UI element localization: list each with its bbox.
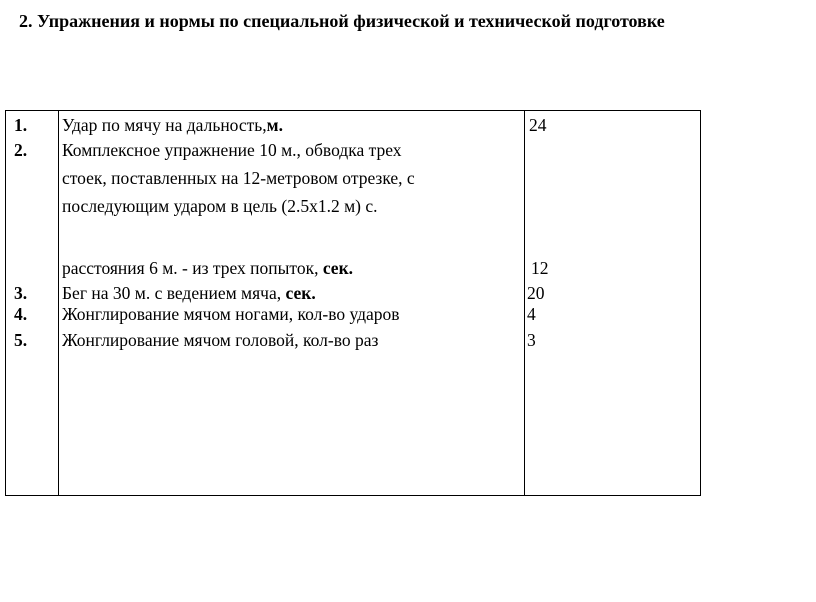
norms-table [5,110,701,496]
exercise-text: Бег на 30 м. с ведением мяча, сек. [62,283,316,303]
exercise-text: Жонглирование мячом головой, кол-во раз [62,330,379,350]
row-number: 2. [14,140,28,160]
row-number: 3. [14,283,28,303]
exercise-text: стоек, поставленных на 12-метровом отрезке, с [62,168,415,188]
norm-value: 24 [529,115,547,135]
norm-value: 4 [527,304,536,324]
row-number: 1. [14,115,28,135]
column-divider [524,111,525,495]
norm-value: 12 [531,258,549,278]
column-divider [58,111,59,495]
exercise-text: Жонглирование мячом ногами, кол-во ударов [62,304,400,324]
exercise-text: последующим ударом в цель (2.5х1.2 м) с. [62,196,378,216]
exercise-text: Комплексное упражнение 10 м., обводка трех [62,140,402,160]
exercise-text: Удар по мячу на дальность,м. [62,115,283,135]
norm-value: 3 [527,330,536,350]
norm-value: 20 [527,283,545,303]
page-title: 2. Упражнения и нормы по специальной физической и технической подготовке [19,11,665,31]
row-number: 5. [14,330,28,350]
exercise-text: расстояния 6 м. - из трех попыток, сек. [62,258,354,278]
row-number: 4. [14,304,28,324]
